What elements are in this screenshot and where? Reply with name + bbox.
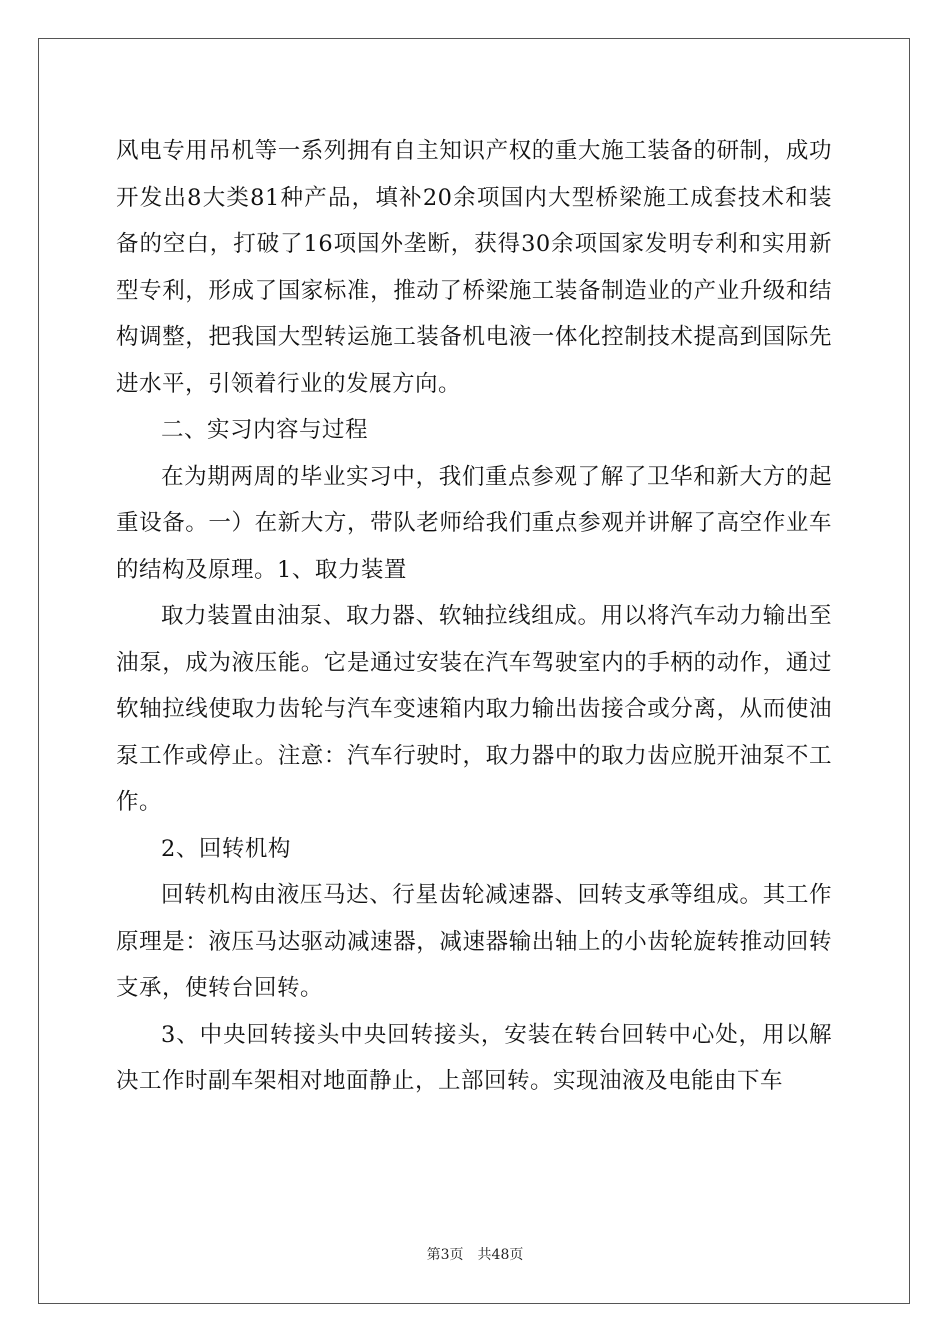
paragraph-internship-intro: 在为期两周的毕业实习中，我们重点参观了解了卫华和新大方的起重设备。一）在新大方，带队老师给我们重点参观并讲解了高空作业车的结构及原理。1、取力装置 [116,463,832,583]
document-body [116,128,832,1105]
total-pages: 共48页 [477,1247,524,1263]
paragraph-central-swivel-joint: 3、中央回转接头中央回转接头，安装在转台回转中心处，用以解决工作时副车架相对地面静止，上部回转。实现油液及电能由下车 [116,1021,832,1094]
section-heading: 二、实习内容与过程 [161,417,369,443]
page-number: 第3页 [426,1247,464,1263]
paragraph-continuation: 风电专用吊机等一系列拥有自主知识产权的重大施工装备的研制，成功开发出8大类81种产品，填补20余项国内大型桥梁施工成套技术和装备的空白，打破了16项国外垄断，获得30余项国家发明专利和实用新型专利，形成了国家标准，推动了桥梁施工装备制造业的产业升级和结构调整，把我国大型转运施工装备机电液一体化控制技术提高到国际先进水平，引领着行业的发展方向。 [116,138,832,397]
subheading-slewing-mechanism: 2、回转机构 [161,835,291,862]
paragraph-slewing-mechanism: 回转机构由液压马达、行星齿轮减速器、回转支承等组成。其工作原理是：液压马达驱动减速器，减速器输出轴上的小齿轮旋转推动回转支承，使转台回转。 [116,882,832,1001]
paragraph-power-takeoff: 取力装置由油泵、取力器、软轴拉线组成。用以将汽车动力输出至油泵，成为液压能。它是通过安装在汽车驾驶室内的手柄的动作，通过软轴拉线使取力齿轮与汽车变速箱内取力输出齿接合或分离，从而使油泵工作或停止。注意：汽车行驶时，取力器中的取力齿应脱开油泵不工作。 [116,603,832,815]
page-footer [0,1244,950,1264]
